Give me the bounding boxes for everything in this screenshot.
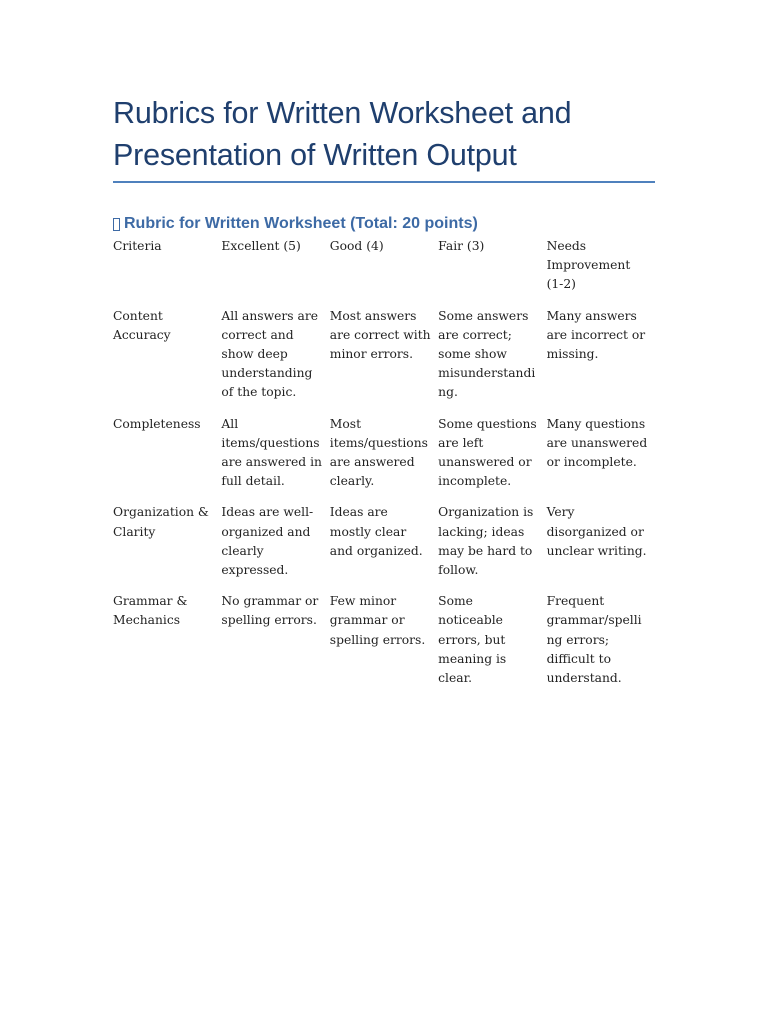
table-cell: Some answers are correct; some show misunderstanding. bbox=[438, 308, 536, 400]
header-criteria: Criteria bbox=[113, 239, 162, 253]
table-cell: Content Accuracy bbox=[113, 308, 171, 342]
section-heading-text: Rubric for Written Worksheet (Total: 20 points) bbox=[124, 215, 478, 232]
table-cell: No grammar or spelling errors. bbox=[221, 594, 319, 628]
table-row bbox=[113, 592, 655, 700]
table-cell: Completeness bbox=[113, 416, 201, 431]
table-cell: Frequent grammar/spelling errors; difficult to understand. bbox=[546, 594, 642, 686]
header-excellent: Excellent (5) bbox=[221, 239, 301, 253]
document-title-line-1: Rubrics for Written Worksheet and bbox=[113, 96, 572, 130]
table-cell: Few minor grammar or spelling errors. bbox=[329, 594, 426, 647]
table-cell: Most items/questions are answered clearly. bbox=[329, 416, 428, 489]
table-cell: Very disorganized or unclear writing. bbox=[546, 505, 647, 558]
header-fair: Fair (3) bbox=[438, 239, 485, 253]
table-cell: Ideas are well-organized and clearly expressed. bbox=[221, 505, 314, 578]
section-heading bbox=[113, 213, 655, 235]
table-row bbox=[113, 503, 655, 592]
rubric-table bbox=[113, 237, 655, 700]
document-page bbox=[113, 92, 655, 700]
missing-glyph-icon bbox=[113, 218, 120, 231]
header-good: Good (4) bbox=[329, 239, 384, 253]
table-cell: Grammar & Mechanics bbox=[113, 594, 188, 628]
table-cell: Organization & Clarity bbox=[113, 505, 209, 539]
table-cell: Some noticeable errors, but meaning is clear. bbox=[438, 594, 507, 686]
table-cell: Most answers are correct with minor errors. bbox=[329, 308, 431, 362]
table-cell: Ideas are mostly clear and organized. bbox=[329, 505, 423, 558]
title-underline-divider bbox=[113, 181, 655, 183]
table-cell: Many answers are incorrect or missing. bbox=[546, 308, 646, 362]
document-title-line-2: Presentation of Written Output bbox=[113, 138, 517, 172]
table-row bbox=[113, 415, 655, 504]
table-cell: Some questions are left unanswered or incomplete. bbox=[438, 416, 537, 489]
document-title bbox=[113, 92, 655, 176]
table-header-row bbox=[113, 237, 655, 307]
table-cell: Organization is lacking; ideas may be hard to follow. bbox=[438, 505, 534, 578]
table-cell: Many questions are unanswered or incomplete. bbox=[546, 416, 648, 470]
header-needs-improvement: Needs Improvement (1-2) bbox=[546, 239, 631, 292]
table-row bbox=[113, 307, 655, 415]
table-cell: All items/questions are answered in full detail. bbox=[221, 416, 322, 489]
table-cell: All answers are correct and show deep understanding of the topic. bbox=[221, 308, 318, 400]
